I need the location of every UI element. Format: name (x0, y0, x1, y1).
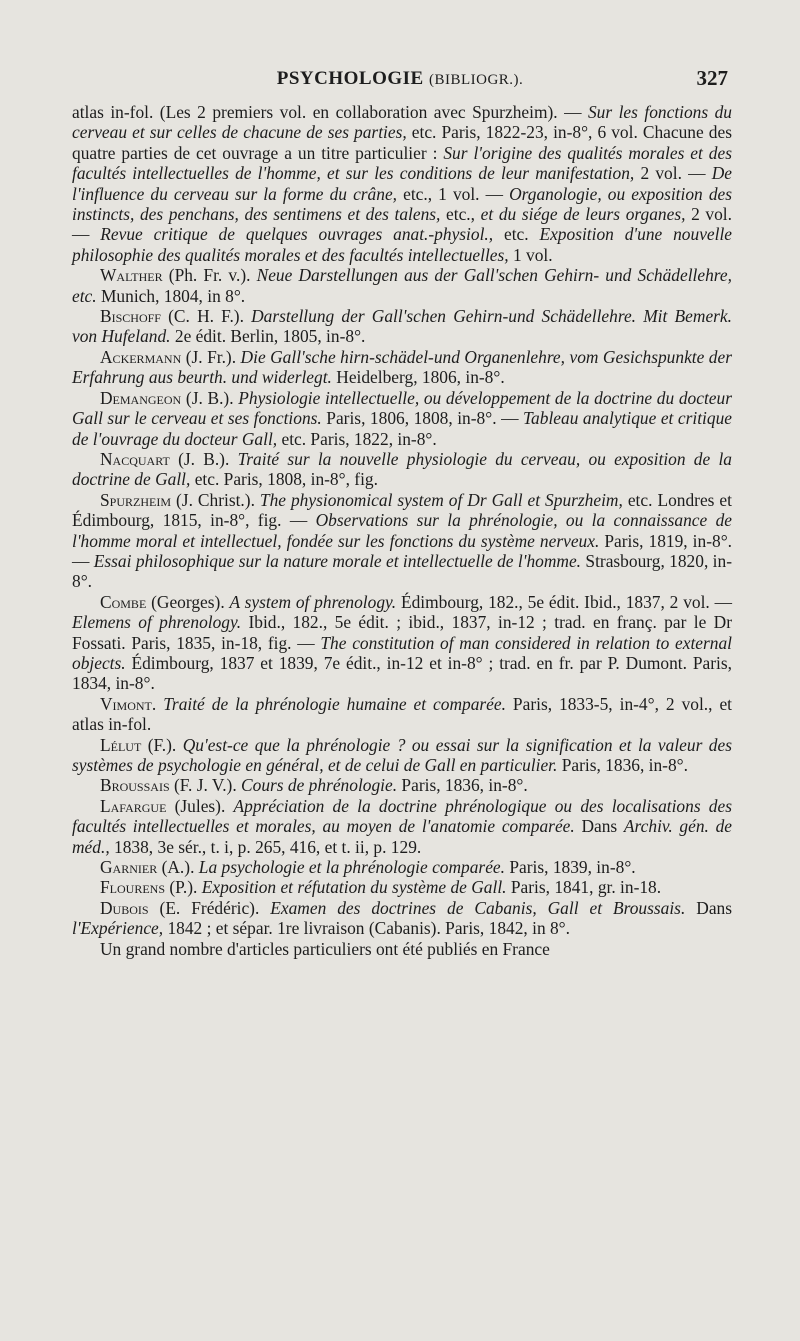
bibliography-entry: Ackermann (J. Fr.). Die Gall'sche hirn-schädel-und Organenlehre, vom Gesichspunkte der Erfahrung aus beurth. und widerlegt. Heidelberg, 1806, in-8°. (72, 346, 732, 388)
entry-author: Demangeon (100, 387, 182, 408)
running-title (72, 68, 728, 90)
bibliography-entry: Nacquart (J. B.). Traité sur la nouvelle physiologie du cerveau, ou exposition de la doctrine de Gall, etc. Paris, 1808, in-8°, fig. (72, 448, 732, 490)
bibliography-entry: Walther (Ph. Fr. v.). Neue Darstellungen aus der Gall'schen Gehirn- und Schädellehre, etc. Munich, 1804, in 8°. (72, 265, 732, 306)
entry-author: Lélut (100, 734, 142, 755)
bibliography-entry: Bischoff (C. H. F.). Darstellung der Gall'schen Gehirn-und Schädellehre. Mit Bemerk. von Hufeland. 2e édit. Berlin, 1805, in-8°. (72, 306, 732, 347)
entry-author: Spurzheim (100, 489, 172, 510)
entry-author: Combe (100, 591, 147, 612)
entry-author: Dubois (100, 897, 149, 918)
bibliography-entry: Lélut (F.). Qu'est-ce que la phrénologie ? ou essai sur la signification et la valeur des systèmes de psychologie en général, et de celui de Gall en particulier. Paris, 1836, in-8°. (72, 734, 732, 775)
entry-author: Walther (100, 265, 163, 286)
entry-author: Nacquart (100, 448, 170, 469)
bibliography-entry: Lafargue (Jules). Appréciation de la doctrine phrénologique ou des localisations des facultés intellectuelles et morales, au moyen de l'anatomie comparée. Dans Archiv. gén. de méd., 1838, 3e sér., t. i, p. 265, 416, et t. ii, p. 129. (72, 795, 732, 857)
bibliography-entry: Dubois (E. Frédéric). Examen des doctrines de Cabanis, Gall et Broussais. Dans l'Expérience, 1842 ; et sépar. 1re livraison (Cabanis). Paris, 1842, in 8°. (72, 897, 732, 939)
running-title-main: PSYCHOLOGIE (276, 68, 424, 89)
bibliography-entry: Spurzheim (J. Christ.). The physionomical system of Dr Gall et Spurzheim, etc. Londres et Édimbourg, 1815, in-8°, fig. — Observations sur la phrénologie, ou la connaissance de l'homme moral et intellectuel, fondée sur les fonctions du système nerveux. Paris, 1819, in-8°. — Essai philosophique sur la nature morale et intellectuelle de l'homme. Strasbourg, 1820, in-8°. (72, 489, 732, 592)
bibliography-entry: Combe (Georges). A system of phrenology. Édimbourg, 182., 5e édit. Ibid., 1837, 2 vol. — Elemens of phrenology. Ibid., 182., 5e édit. ; ibid., 1837, in-12 ; trad. en franç. par le Dr Fossati. Paris, 1835, in-18, fig. — The constitution of man considered in relation to external objects. Édimbourg, 1837 et 1839, 7e édit., in-12 et in-8° ; trad. en fr. par P. Dumont. Paris, 1834, in-8°. (72, 591, 732, 694)
bibliography-entry: Vimont. Traité de la phrénologie humaine et comparée. Paris, 1833-5, in-4°, 2 vol., et atlas in-fol. (72, 693, 733, 735)
entry-author: Vimont (100, 693, 152, 714)
bibliography-entry: Demangeon (J. B.). Physiologie intellectuelle, ou développement de la doctrine du docteur Gall sur le cerveau et ses fonctions. Paris, 1806, 1808, in-8°. — Tableau analytique et critique de l'ouvrage du docteur Gall, etc. Paris, 1822, in-8°. (72, 387, 732, 449)
entry-author: Flourens (100, 877, 166, 898)
bibliography-entry: Flourens (P.). Exposition et réfutation du système de Gall. Paris, 1841, gr. in-18. (100, 877, 662, 898)
page-header (72, 68, 728, 96)
bibliography-entry: Un grand nombre d'articles particuliers ont été publiés en France (100, 938, 550, 959)
entry-author: Lafargue (100, 795, 167, 816)
entry-author: Garnier (100, 857, 158, 878)
bibliography-entry: atlas in-fol. (Les 2 premiers vol. en collaboration avec Spurzheim). — Sur les fonctions du cerveau et sur celles de chacune de ses parties, etc. Paris, 1822-23, in-8°, 6 vol. Chacune des quatre parties de cet ouvrage a un titre particulier : Sur l'origine des qualités morales et des facultés intellectuelles de l'homme, et sur les conditions de leur manifestation, 2 vol. — De l'influence du cerveau sur la forme du crâne, etc., 1 vol. — Organologie, ou exposition des instincts, des penchans, des sentimens et des talens, etc., et du siége de leurs organes, 2 vol. — Revue critique de quelques ouvrages anat.-physiol., etc. Exposition d'une nouvelle philosophie des qualités morales et des facultés intellectuelles, 1 vol. (72, 102, 733, 265)
page-number: 327 (696, 66, 728, 90)
bibliography-body (72, 102, 732, 959)
bibliography-entry: Broussais (F. J. V.). Cours de phrénologie. Paris, 1836, in-8°. (100, 775, 528, 796)
entry-author: Broussais (100, 775, 170, 796)
bibliography-entry: Garnier (A.). La psychologie et la phrénologie comparée. Paris, 1839, in-8°. (100, 857, 636, 878)
running-title-sub: (BIBLIOGR.). (428, 72, 524, 88)
entry-author: Bischoff (100, 306, 161, 327)
entry-author: Ackermann (100, 346, 182, 367)
